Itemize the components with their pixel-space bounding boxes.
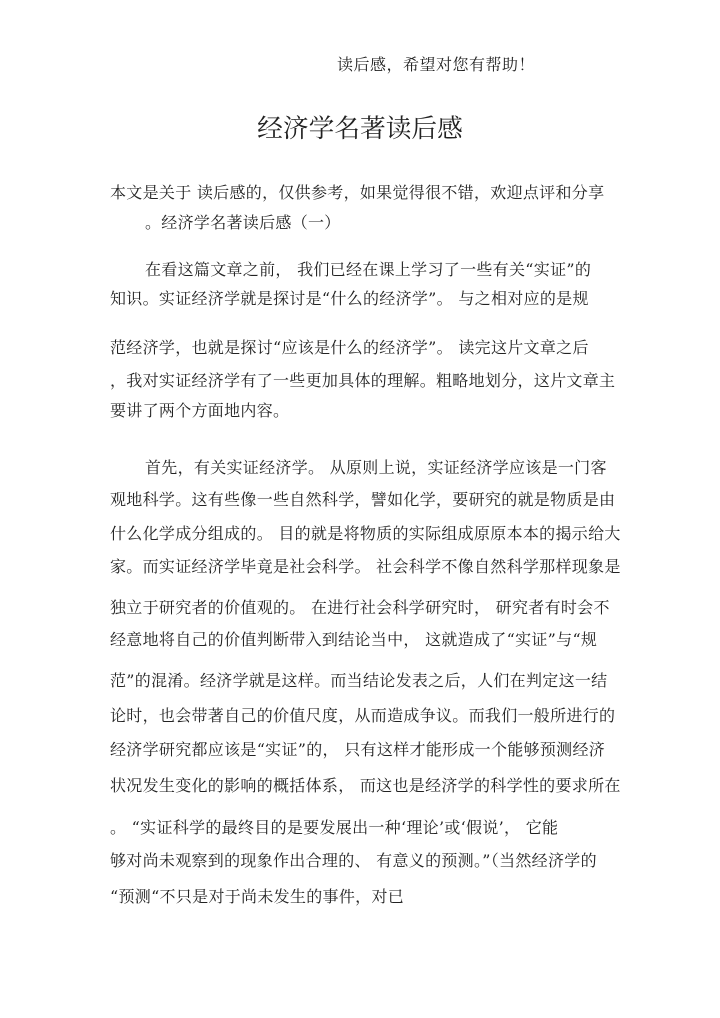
paragraph-line: 在看这篇文章之前， 我们已经在课上学习了一些有关“实证”的 (145, 260, 592, 279)
paragraph-line: 范经济学，也就是探讨“应该是什么的经济学”。 读完这片文章之后 (110, 338, 589, 357)
intro-line: 本文是关于 读后感的，仅供参考，如果觉得很不错，欢迎点评和分享 (110, 183, 605, 202)
paragraph-line: 经济学研究都应该是“实证”的， 只有这样才能形成一个能够预测经济 (110, 740, 606, 759)
paragraph-line: 知识。实证经济学就是探讨是“什么的经济学”。 与之相对应的是规 (110, 289, 589, 308)
paragraph-line: 经意地将自己的价值判断带入到结论当中， 这就造成了“实证”与“规 (110, 630, 598, 649)
paragraph-line: 要讲了两个方面地内容。 (110, 401, 290, 420)
paragraph-line: 状况发生变化的影响的概括体系， 而这也是经济学的科学性的要求所在 (110, 776, 621, 795)
intro-line: 。经济学名著读后感（一） (145, 213, 341, 232)
paragraph-line: 论时，也会带著自己的价值尺度，从而造成争议。而我们一般所进行的 (110, 706, 616, 725)
paragraph-line: 观地科学。这有些像一些自然科学，譬如化学，要研究的就是物质是由 (110, 490, 616, 509)
header-note: 读后感，希望对您有帮助！ (337, 55, 536, 74)
paragraph-line: 够对尚未观察到的现象作出合理的、 有意义的预测。”（当然经济学的 (110, 851, 597, 870)
paragraph-line: ，我对实证经济学有了一些更加具体的理解。粗略地划分，这片文章主 (110, 371, 616, 390)
paragraph-line: 独立于研究者的价值观的。 在进行社会科学研究时， 研究者有时会不 (110, 598, 610, 617)
paragraph-line: 首先，有关实证经济学。 从原则上说，实证经济学应该是一门客 (145, 458, 607, 477)
paragraph-line: 范”的混淆。经济学就是这样。而当结论发表之后，人们在判定这一结 (110, 671, 608, 690)
document-title: 经济学名著读后感 (257, 114, 463, 144)
paragraph-line: 什么化学成分组成的。 目的就是将物质的实际组成原原本本的揭示给大 (110, 524, 621, 543)
paragraph-line: 家。而实证经济学毕竟是社会科学。 社会科学不像自然科学那样现象是 (110, 557, 621, 576)
paragraph-line: “预测“不只是对于尚未发生的事件，对已 (110, 887, 405, 906)
paragraph-line: 。 “实证科学的最终目的是要发展出一种‘理论’或‘假说’， 它能 (110, 818, 559, 837)
